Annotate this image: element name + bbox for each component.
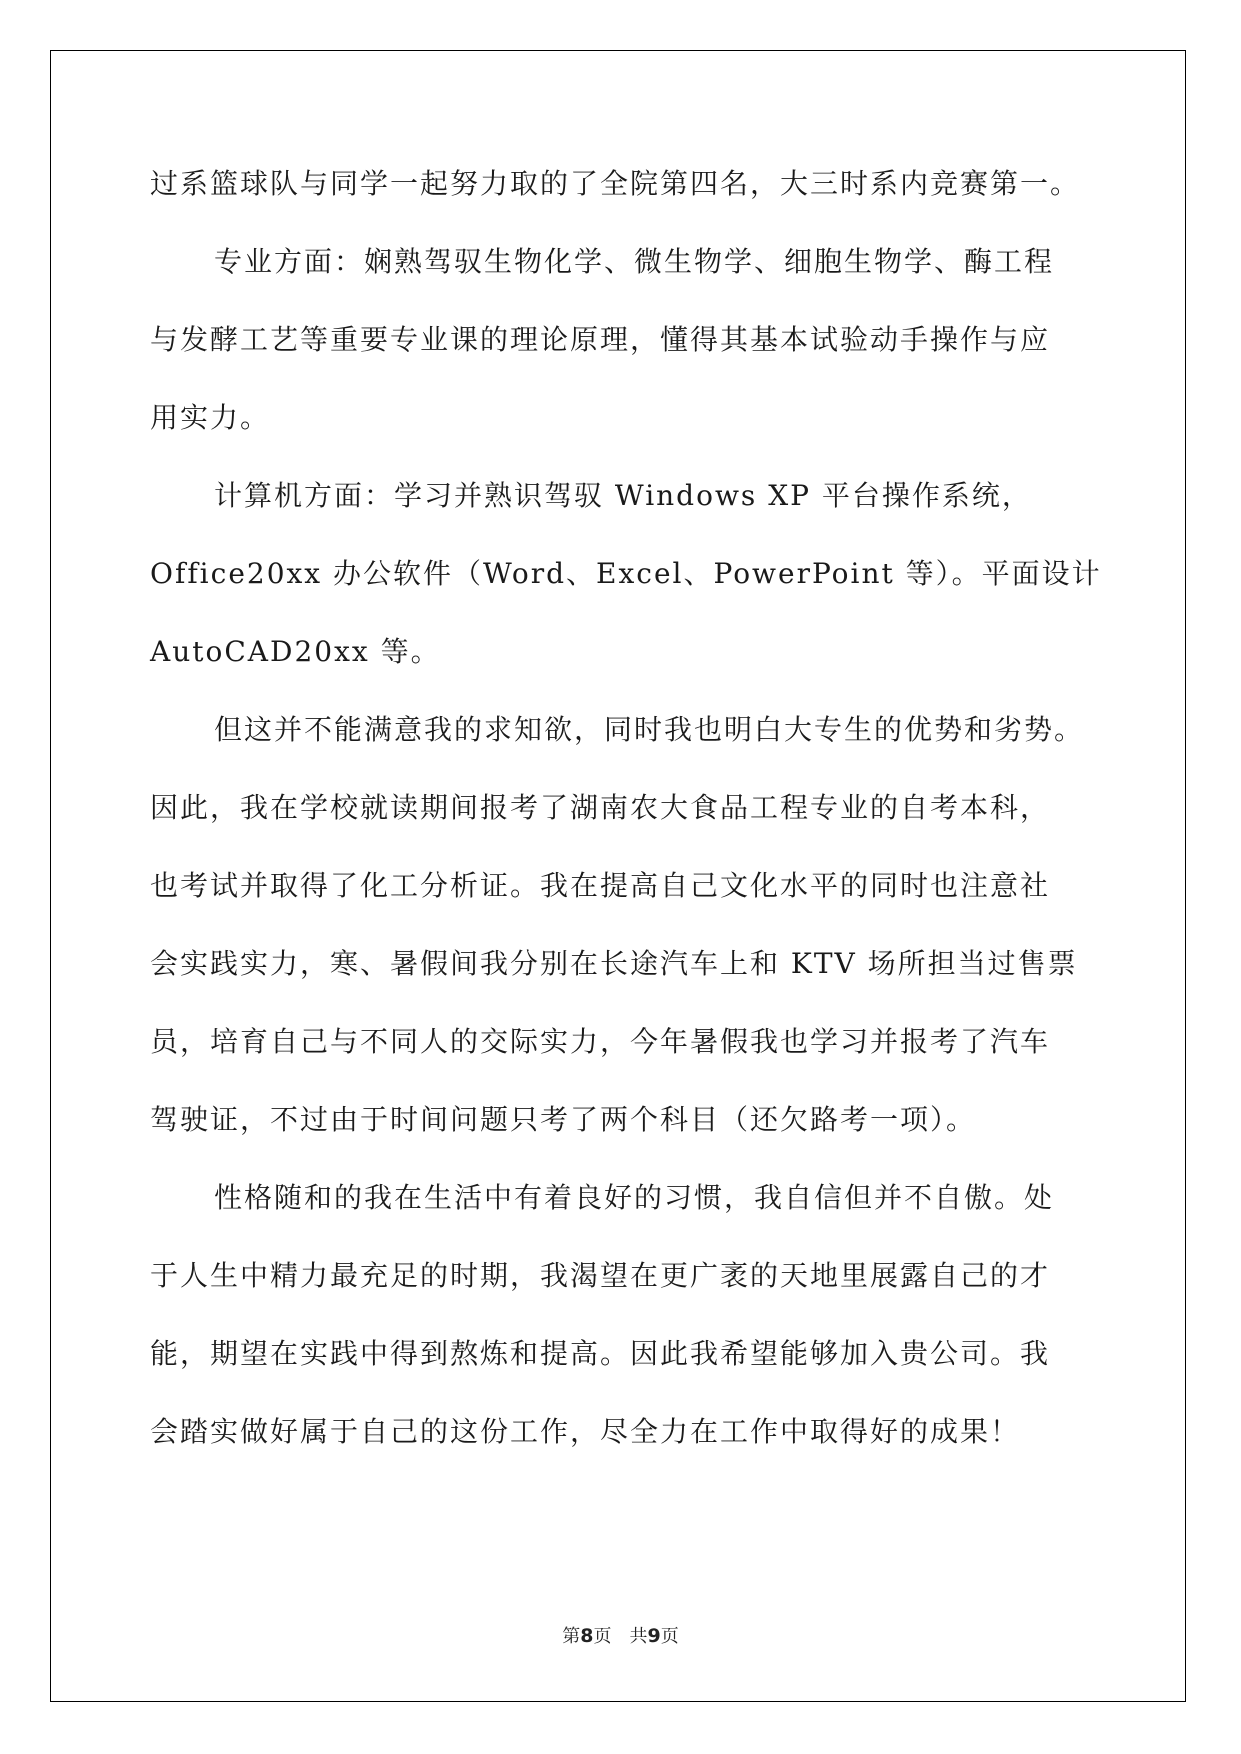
page-prefix: 第 [562,1626,581,1647]
paragraph-personality [150,1176,1086,1488]
page-total: 9 [647,1625,661,1647]
text-line: 能，期望在实践中得到熬炼和提高。因此我希望能够加入贵公司。我 [150,1337,1051,1370]
text-line: Office20xx 办公软件（Word、Excel、PowerPoint 等）。平面设计 [150,557,1102,590]
text-line: 专业方面：娴熟驾驭生物化学、微生物学、细胞生物学、酶工程 [214,245,1055,278]
text-line: 用实力。 [150,401,271,434]
page-mid: 页 共 [593,1626,648,1647]
paragraph-study [150,708,1086,1176]
text-line: AutoCAD20xx 等。 [150,635,441,668]
page-current: 8 [580,1625,594,1647]
text-line: 也考试并取得了化工分析证。我在提高自己文化水平的同时也注意社 [150,869,1051,902]
paragraph-professional [150,240,1086,474]
text-line: 与发酵工艺等重要专业课的理论原理，懂得其基本试验动手操作与应 [150,323,1051,356]
document-body [150,162,1102,1488]
text-line: 性格随和的我在生活中有着良好的习惯，我自信但并不自傲。处 [214,1181,1055,1214]
text-line: 但这并不能满意我的求知欲，同时我也明白大专生的优势和劣势。 [214,713,1085,746]
text-line: 因此，我在学校就读期间报考了湖南农大食品工程专业的自考本科， [150,791,1051,824]
paragraph-computer [150,474,1102,708]
text-line: 驾驶证，不过由于时间问题只考了两个科目（还欠路考一项）。 [150,1103,977,1136]
text-line: 于人生中精力最充足的时期，我渴望在更广袤的天地里展露自己的才 [150,1259,1051,1292]
page-footer [0,1622,1241,1648]
text-line: 会实践实力，寒、暑假间我分别在长途汽车上和 KTV 场所担当过售票 [150,947,1078,980]
text-line: 员，培育自己与不同人的交际实力，今年暑假我也学习并报考了汽车 [150,1025,1051,1058]
text-line: 计算机方面：学习并熟识驾驭 Windows XP 平台操作系统， [214,479,1032,512]
paragraph-sports [150,162,1086,240]
text-line: 会踏实做好属于自己的这份工作，尽全力在工作中取得好的成果！ [150,1415,1021,1448]
text-line: 过系篮球队与同学一起努力取的了全院第四名，大三时系内竞赛第一。 [150,167,1081,200]
page-suffix: 页 [660,1626,679,1647]
